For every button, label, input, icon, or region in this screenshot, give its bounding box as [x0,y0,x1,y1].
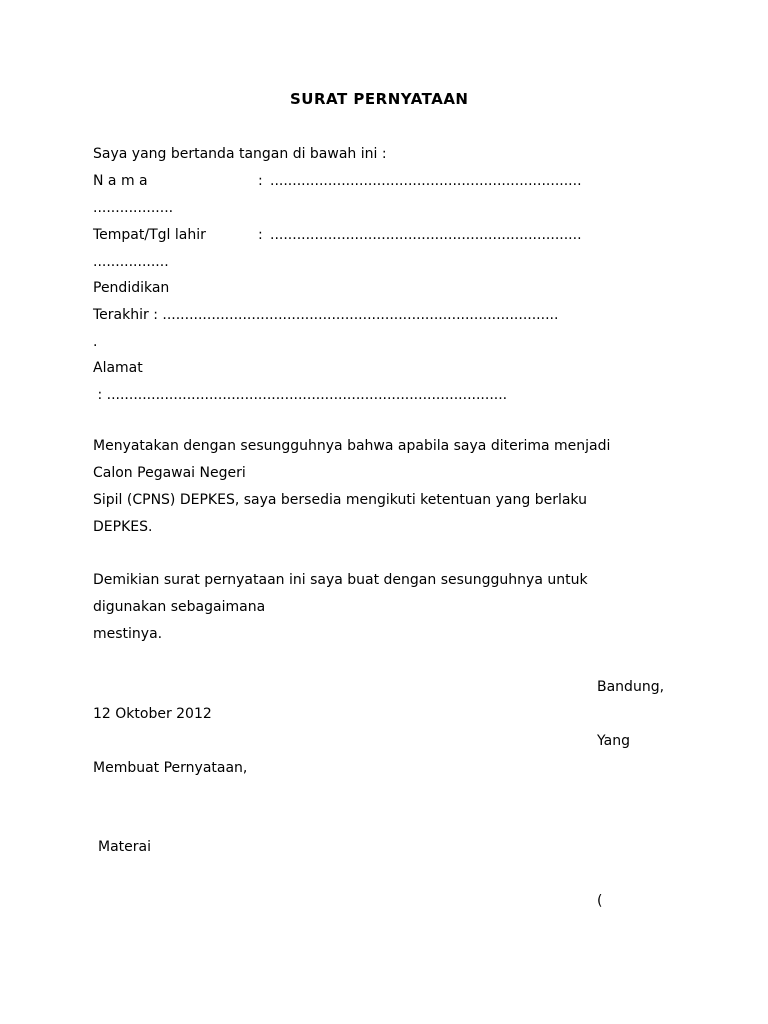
document-title: SURAT PERNYATAAN [290,90,469,108]
materai-label: Materai [98,839,151,855]
statement-line-4: DEPKES. [93,519,153,535]
ttl-dots-line-1: ...................................................................... [270,227,582,243]
ttl-dots-line-2: ................. [93,254,169,270]
alamat-label: Alamat [93,360,143,376]
closing-line-2: digunakan sebagaimana [93,599,266,615]
nama-dots-line-1: ...................................................................... [270,173,582,189]
ttl-label: Tempat/Tgl lahir [93,227,206,243]
intro-text: Saya yang bertanda tangan di bawah ini : [93,146,387,162]
terakhir-line: Terakhir : ......................................................................................... [93,307,559,323]
ttl-colon: : [258,227,263,243]
alamat-line: : .......................................................................................... [93,387,508,403]
nama-colon: : [258,173,263,189]
signature-yang: Yang [597,733,630,749]
closing-line-1: Demikian surat pernyataan ini saya buat dengan sesungguhnya untuk [93,572,588,588]
terakhir-trailing-dot: . [93,334,98,350]
pendidikan-label: Pendidikan [93,280,170,296]
signature-date: 12 Oktober 2012 [93,706,212,722]
closing-line-3: mestinya. [93,626,163,642]
nama-dots-line-2: .................. [93,200,174,216]
statement-line-2: Calon Pegawai Negeri [93,465,246,481]
nama-label: N a m a [93,173,148,189]
statement-line-1: Menyatakan dengan sesungguhnya bahwa apabila saya diterima menjadi [93,438,611,454]
statement-line-3: Sipil (CPNS) DEPKES, saya bersedia mengikuti ketentuan yang berlaku [93,492,587,508]
signature-city: Bandung, [597,679,665,695]
signature-membuat: Membuat Pernyataan, [93,760,248,776]
signature-parenthesis: ( [597,893,603,909]
